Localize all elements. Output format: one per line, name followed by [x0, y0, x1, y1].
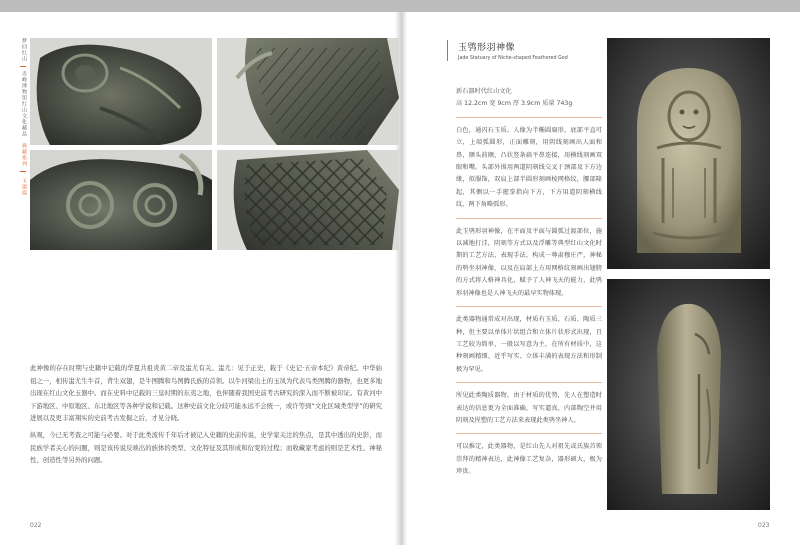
- artifact-title-cn: 玉鸮形羽神像: [458, 43, 516, 53]
- left-body-text: [30, 362, 382, 471]
- artifact-description: [456, 86, 602, 479]
- left-paragraph-1: 此神像的存在时期与史籍中记载的华夏共祖炎黄二帝及蚩尤有关。蚩尤：见于正史，载于《史记·五帝本纪》黄帝纪。中华始祖之一，相传蚩尤生牛首，背生双翅，是牛图腾和鸟图腾氏族的首领。以牛河梁出土的玉凤为代表鸟类图腾的器物，也更多地出现在红山文化玉器中。而在史料中记载的三皇时期的东夷之地，也伴随着我国史前考古研究的深入而不断被印证。有黄河中下游地区、中原地区、东北地区等各种学说和记载。这种史前文化分歧可能永远不会统一，或许等到“文化区域类型学”的研究进展以及更丰富翔实的史前考古发掘之后，才见分晓。: [30, 364, 382, 423]
- artifact-title-en: Jade Statuary of Niche-shaped Feathered God: [458, 56, 568, 61]
- artifact-dimensions: 高 12.2cm 宽 9cm 厚 3.9cm 质量 743g: [456, 100, 573, 108]
- right-paragraph-1: 白色，通闪石玉质。人像为半椭圆扁形，底部平直可立，上端弧圆形，正面雕刻，用阴线刻画出人面和鼻，额头前额，凸状竖条扁平鼻连接，用横线刻画双眼和嘴。头部外围用两道阴刻线交叉于颈部及下方边缘，似服饰，双肩上部半圆形刻画棱网格纹，腰部隆起，其侧以一手握拳指向下方，下方用道阴刻横线纹，两下角略弧形。: [456, 126, 602, 209]
- left-paragraph-2: 纵观，今已无考查之可能与必要。对于此类流传千年后才被记入史籍的史前传说，史学家关注的焦点，是其中透出的史影，而民族学者关心的问题，则是该传说反映出的族体的类型、文化特征及其形成和衍变的过程；而收藏家考虑的则是艺术性、神秘性、创造性等另外的问题。: [30, 430, 382, 465]
- sidebar-chapter-label: 玉器篇: [21, 178, 27, 196]
- detail-photo-feather-wing: [217, 38, 399, 145]
- right-paragraph-5: 可以推定，此类器物，是红山先人对祖先或氏族首领崇拜的精神表达，此神像工艺复杂，器形硕大，极为珍贵。: [456, 443, 602, 476]
- section-divider: [456, 306, 602, 307]
- vertical-sidebar: [20, 38, 28, 196]
- artifact-photo-side: [607, 279, 770, 510]
- section-divider: [456, 117, 602, 118]
- top-header-bar: [0, 0, 800, 12]
- sidebar-subtitle: 赤峰博物馆红山文化藏品: [21, 71, 27, 137]
- right-paragraph-2: 此玉鸮形羽神像，在平面及平面与圆弧过渡部位，施以减地打洼，阴刻等方式以及浮雕等典型红山文化时期的工艺方法，表现手法，构成一尊肃穆庄严，神秘的鸮坐羽神像，以及在肩部上方用网格纹刻画出翅膀的方式将人格神具化，赋予了人神飞天的能力，此鸮形羽神像也是人神飞天的最早实物体现。: [456, 227, 602, 297]
- sidebar-divider: [20, 66, 26, 67]
- section-divider: [456, 382, 602, 383]
- artifact-photo-front: [607, 38, 770, 269]
- section-divider: [456, 433, 602, 434]
- detail-photo-eye-spiral: [30, 150, 212, 250]
- section-divider: [456, 218, 602, 219]
- right-page-number: 023: [758, 522, 770, 529]
- sidebar-divider-2: [20, 171, 26, 172]
- artifact-title-block: [447, 40, 608, 61]
- detail-photo-head: [30, 38, 212, 145]
- left-page-number: 022: [30, 522, 42, 529]
- sidebar-section-label: 典藏系列: [21, 143, 27, 167]
- sidebar-title: 梦回红山: [21, 38, 27, 62]
- right-paragraph-4: 所见此类陶质器物，由于材质的优势，先人在塑造时表达的信息更为全面准确，写实逼真，内部陶空并用阴刻及捏塑的工艺方法来表现此类鸮坐神人。: [456, 392, 602, 424]
- right-paragraph-3: 此类器物通常成对出现，材质有玉质、石质、陶质三种，但主要以单体片状组合和立体片状形式出现，且工艺较为简单，一般以写意为主，在所有材质中，这种刻画精细、近乎写实、立体丰满的表现方法和形制极为罕见。: [456, 316, 602, 373]
- detail-photo-lattice-shoulder: [217, 150, 399, 250]
- artifact-culture: 新石器时代红山文化: [456, 88, 512, 95]
